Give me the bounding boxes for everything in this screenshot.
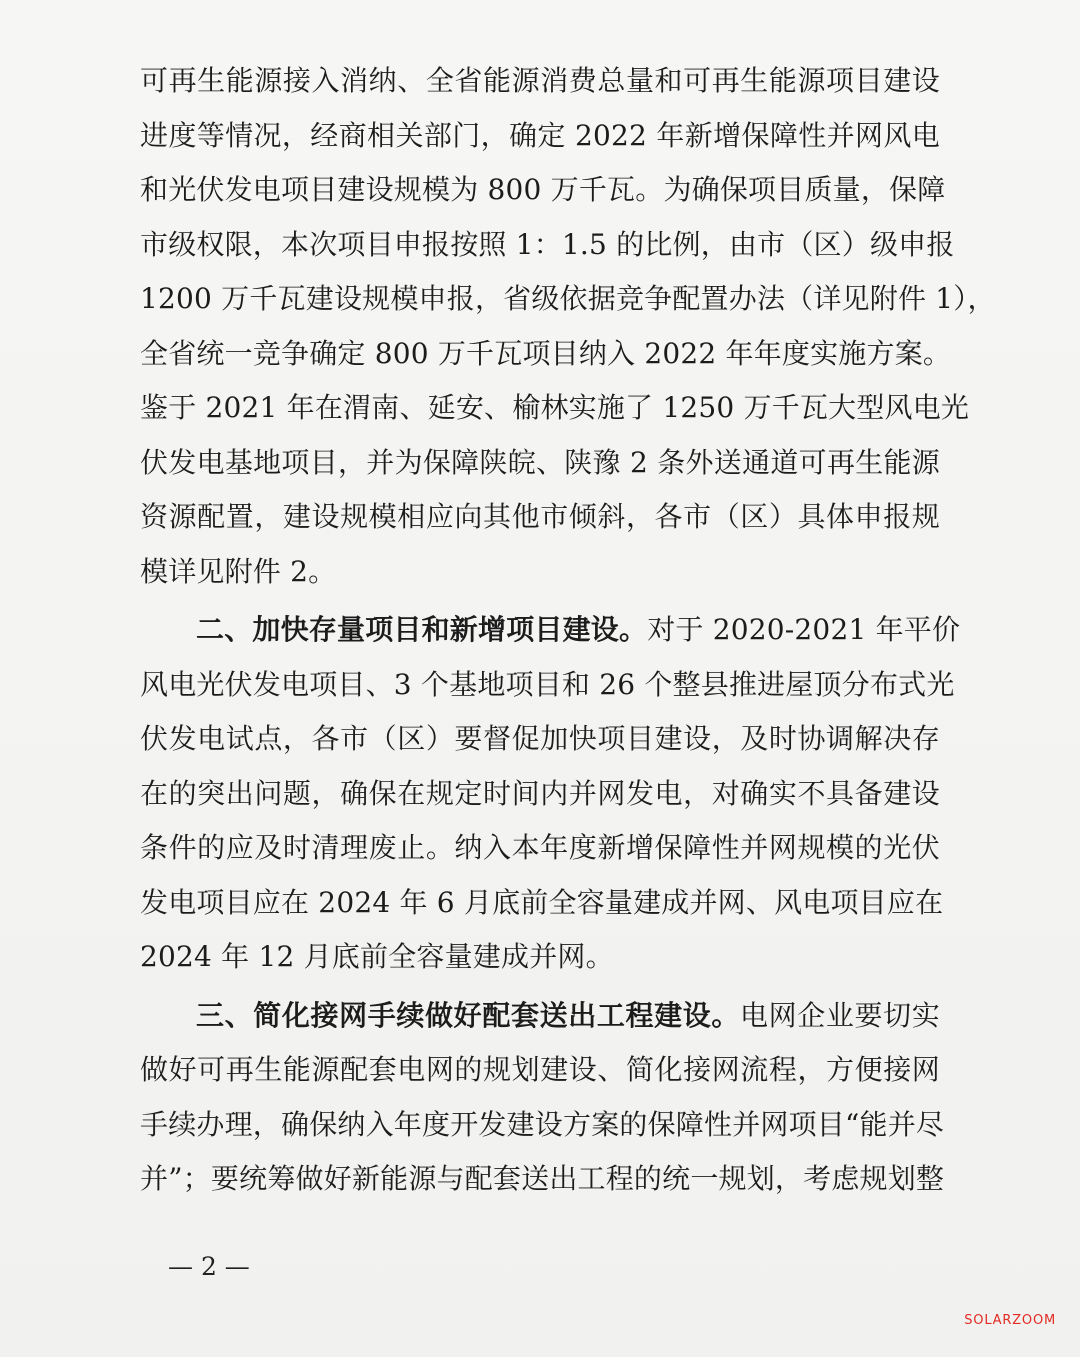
paragraph-line: 手续办理，确保纳入年度开发建设方案的保障性并网项目“能并尽 [140,1107,945,1141]
paragraph-line: 1200 万千瓦建设规模申报，省级依据竞争配置办法（详见附件 1）， [140,282,996,315]
paragraph-line: 进度等情况，经商相关部门，确定 2022 年新增保障性并网风电 [140,118,940,152]
document-body [140,54,996,1207]
paragraph-line: 资源配置，建设规模相应向其他市倾斜，各市（区）具体申报规 [140,500,940,533]
section-2-first-line [140,603,961,658]
paragraph-line: 鉴于 2021 年在渭南、延安、榆林实施了 1250 万千瓦大型风电光 [140,391,970,424]
paragraph-line: 市级权限，本次项目申报按照 1：1.5 的比例，由市（区）级申报 [140,227,955,261]
section-2-first-line-rest: 对于 2020-2021 年平价 [647,613,961,646]
paragraph-line: 伏发电基地项目，并为保障陕皖、陕豫 2 条外送通道可再生能源 [140,445,940,479]
paragraph-line: 模详见附件 2。 [140,554,337,588]
section-3-first-line-rest: 电网企业要切实 [740,998,940,1032]
section-2-heading: 二、加快存量项目和新增项目建设。 [196,613,648,646]
paragraph-line: 伏发电试点，各市（区）要督促加快项目建设，及时协调解决存 [140,722,940,755]
paragraph-line: 发电项目应在 2024 年 6 月底前全容量建成并网、风电项目应在 [140,885,944,919]
paragraph-line: 和光伏发电项目建设规模为 800 万千瓦。为确保项目质量，保障 [140,173,946,206]
paragraph-line: 在的突出问题，确保在规定时间内并网发电，对确实不具备建设 [140,776,940,810]
watermark-text: SOLARZOOM [964,1313,1056,1328]
page-number: — 2 — [168,1252,250,1281]
paragraph-line: 风电光伏发电项目、3 个基地项目和 26 个整县推进屋顶分布式光 [140,667,955,701]
paragraph-line: 可再生能源接入消纳、全省能源消费总量和可再生能源项目建设 [140,64,940,97]
section-3-heading: 三、简化接网手续做好配套送出工程建设。 [196,998,740,1032]
paragraph-line: 并”；要统筹做好新能源与配套送出工程的统一规划，考虑规划整 [140,1162,945,1195]
paragraph-line: 做好可再生能源配套电网的规划建设、简化接网流程，方便接网 [140,1053,940,1086]
paragraph-line: 全省统一竞争确定 800 万千瓦项目纳入 2022 年年度实施方案。 [140,336,952,370]
paragraph-line: 条件的应及时清理废止。纳入本年度新增保障性并网规模的光伏 [140,831,940,864]
section-3-first-line [140,989,940,1044]
paragraph-line: 2024 年 12 月底前全容量建成并网。 [140,940,614,973]
